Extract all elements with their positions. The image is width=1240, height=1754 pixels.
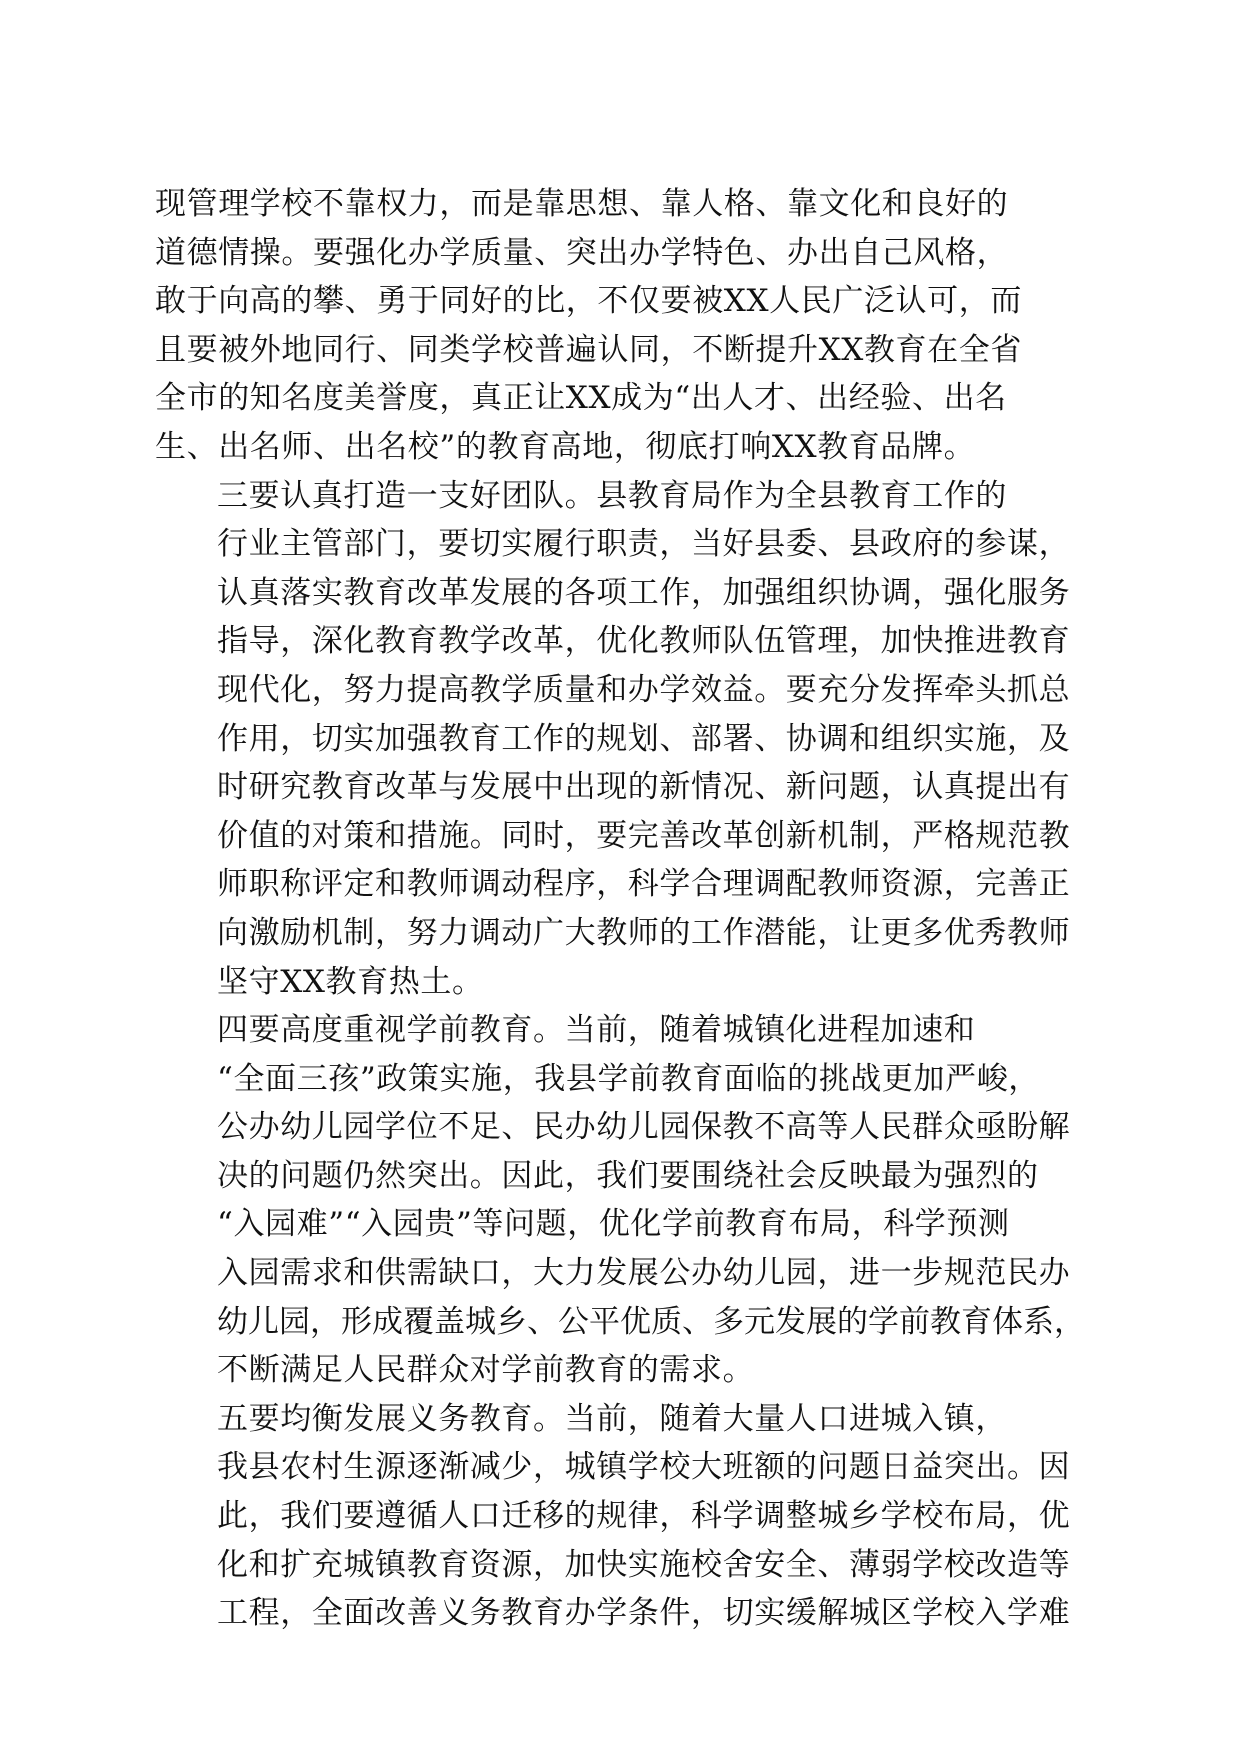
- text-line: “入园难”“入园贵”等问题，优化学前教育布局，科学预测: [217, 1206, 1010, 1243]
- text-line: 生、出名师、出名校”的教育高地，彻底打响XX教育品牌。: [155, 428, 976, 465]
- text-line: 三要认真打造一支好团队。县教育局作为全县教育工作的: [217, 477, 1007, 514]
- text-line: 公办幼儿园学位不足、民办幼儿园保教不高等人民群众亟盼解: [217, 1109, 1071, 1146]
- text-line: 入园需求和供需缺口，大力发展公办幼儿园，进一步规范民办: [217, 1255, 1071, 1292]
- text-line: 认真落实教育改革发展的各项工作，加强组织协调，强化服务: [217, 574, 1071, 611]
- text-line: 现管理学校不靠权力，而是靠思想、靠人格、靠文化和良好的: [155, 186, 1009, 222]
- text-line: 坚守XX教育热土。: [217, 963, 484, 1000]
- text-line: 道德情操。要强化办学质量、突出办学特色、办出自己风格，: [155, 234, 1009, 271]
- text-line: 时研究教育改革与发展中出现的新情况、新问题，认真提出有: [217, 769, 1071, 806]
- text-line: “全面三孩”政策实施，我县学前教育面临的挑战更加严峻，: [217, 1060, 1040, 1097]
- text-line: 行业主管部门，要切实履行职责，当好县委、县政府的参谋，: [217, 526, 1071, 563]
- text-line: 决的问题仍然突出。因此，我们要围绕社会反映最为强烈的: [217, 1157, 1039, 1194]
- paragraph-p2-team: [155, 472, 1085, 1007]
- text-line: 指导，深化教育教学改革，优化教师队伍管理，加快推进教育: [217, 623, 1071, 660]
- document-body: [155, 180, 1085, 1638]
- text-line: 敢于向高的攀、勇于同好的比，不仅要被XX人民广泛认可，而: [155, 283, 1022, 320]
- text-line: 且要被外地同行、同类学校普遍认同，不断提升XX教育在全省: [155, 331, 1022, 368]
- text-line: 幼儿园，形成覆盖城乡、公平优质、多元发展的学前教育体系，: [217, 1303, 1085, 1340]
- paragraph-p4-compulsory: [155, 1395, 1085, 1638]
- text-line: 五要均衡发展义务教育。当前，随着大量人口进城入镇，: [217, 1400, 1007, 1437]
- text-line: 师职称评定和教师调动程序，科学合理调配教师资源，完善正: [217, 866, 1071, 903]
- paragraph-p1-continued: [155, 180, 1085, 472]
- text-line: 不断满足人民群众对学前教育的需求。: [217, 1352, 755, 1389]
- text-line: 化和扩充城镇教育资源，加快实施校舍安全、薄弱学校改造等: [217, 1546, 1071, 1583]
- text-line: 此，我们要遵循人口迁移的规律，科学调整城乡学校布局，优: [217, 1498, 1071, 1535]
- text-line: 现代化，努力提高教学质量和办学效益。要充分发挥牵头抓总: [217, 671, 1071, 708]
- text-line: 工程，全面改善义务教育办学条件，切实缓解城区学校入学难: [217, 1595, 1071, 1632]
- text-line: 价值的对策和措施。同时，要完善改革创新机制，严格规范教: [217, 817, 1071, 854]
- text-line: 向激励机制，努力调动广大教师的工作潜能，让更多优秀教师: [217, 914, 1071, 951]
- text-line: 全市的知名度美誉度，真正让XX成为“出人才、出经验、出名: [155, 380, 1007, 417]
- text-line: 作用，切实加强教育工作的规划、部署、协调和组织实施，及: [217, 720, 1071, 757]
- paragraph-p3-preschool: [155, 1006, 1085, 1395]
- text-line: 四要高度重视学前教育。当前，随着城镇化进程加速和: [217, 1012, 976, 1049]
- text-line: 我县农村生源逐渐减少，城镇学校大班额的问题日益突出。因: [217, 1449, 1071, 1486]
